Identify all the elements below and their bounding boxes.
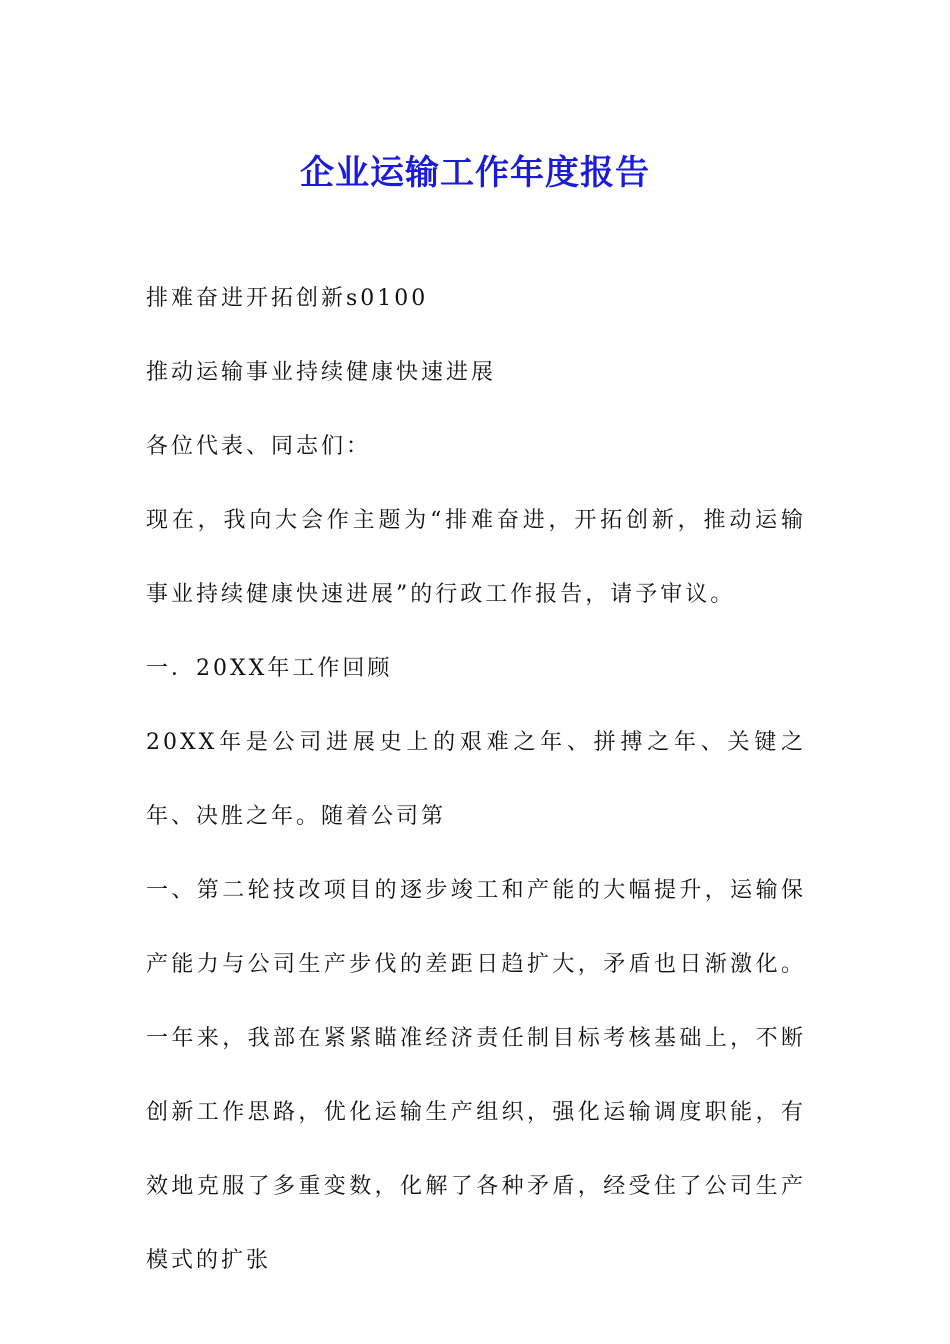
paragraph-salutation: 各位代表、同志们： bbox=[146, 434, 372, 459]
document-body bbox=[146, 262, 806, 1298]
paragraph-intro: 现在，我向大会作主题为“排难奋进，开拓创新，推动运输事业持续健康快速进展”的行政工作报告，请予审议。 bbox=[146, 508, 806, 607]
section-heading-review: 一．20XX年工作回顾 bbox=[146, 656, 393, 681]
paragraph-work-details: 一、第二轮技改项目的逐步竣工和产能的大幅提升，运输保产能力与公司生产步伐的差距日趋扩大，矛盾也日渐激化。一年来，我部在紧紧瞄准经济责任制目标考核基础上，不断创新工作思路，优化运输生产组织，强化运输调度职能，有效地克服了多重变数，化解了各种矛盾，经受住了公司生产模式的扩张 bbox=[146, 878, 806, 1273]
document-title: 企业运输工作年度报告 bbox=[300, 152, 650, 193]
paragraph-slogan-1: 排难奋进开拓创新s0100 bbox=[146, 286, 429, 311]
paragraph-year-summary: 20XX年是公司进展史上的艰难之年、拼搏之年、关键之年、决胜之年。随着公司第 bbox=[146, 730, 806, 829]
paragraph-slogan-2: 推动运输事业持续健康快速进展 bbox=[146, 360, 497, 385]
